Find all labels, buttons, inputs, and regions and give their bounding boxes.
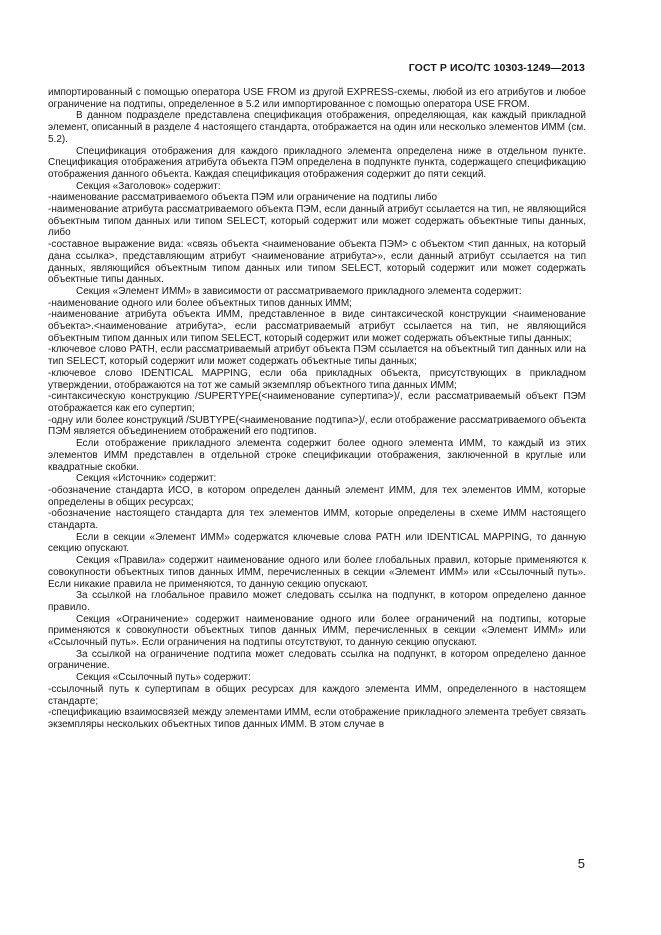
paragraph: Если в секции «Элемент ИММ» содержатся ключевые слова PATH или IDENTICAL MAPPING, то данную секцию опускают. xyxy=(48,531,586,555)
list-item xyxy=(48,309,586,344)
list-item-text: ключевое слово PATH, если рассматриваемый атрибут объекта ПЭМ ссылается на объектный тип данных или на тип SELECT, который содержит или может содержать объектные типы данных; xyxy=(48,344,586,368)
paragraph: Если отображение прикладного элемента содержит более одного элемента ИММ, то каждый из этих элементов ИММ представлен в отдельной строке спецификации отображения, заключенной в круглые или квадратные скобки. xyxy=(48,438,586,473)
list-item-text: наименование атрибута рассматриваемого объекта ПЭМ, если данный атрибут ссылается на тип, не являющийся объектным типом данных или типом SELECT, который содержит или может содержать объектные типы данных, либо xyxy=(48,204,586,239)
list-item-text: обозначение стандарта ИСО, в котором определен данный элемент ИММ, для тех элементов ИММ, которые определены в общих ресурсах; xyxy=(48,484,586,508)
list-item xyxy=(48,192,586,204)
list-item-text: одну или более конструкций /SUBTYPE(<наименование подтипа>)/, если отображение рассматриваемого объекта ПЭМ является объединением отображений его подтипов. xyxy=(48,414,586,438)
list-item xyxy=(48,204,586,239)
list-item xyxy=(48,391,586,414)
list-bullet: - xyxy=(48,683,52,695)
list-item xyxy=(48,344,586,367)
list-item xyxy=(48,707,586,730)
paragraph: За ссылкой на ограничение подтипа может следовать ссылка на подпункт, в котором определено данное ограничение. xyxy=(48,648,586,672)
list-bullet: - xyxy=(48,484,52,496)
list-bullet: - xyxy=(48,297,52,309)
paragraph: За ссылкой на глобальное правило может следовать ссылка на подпункт, в котором определено данное правило. xyxy=(48,590,586,613)
list-item-text: ключевое слово IDENTICAL MAPPING, если оба прикладных объекта, присутствующих в прикладном утверждении, отображаются на тот же самый экземпляр объектного типа данных ИММ; xyxy=(48,367,586,391)
paragraph: Секция «Ограничение» содержит наименование одного или более ограничений на подтипы, которые применяются к совокупности объектных типов данных ИММ, перечисленных в секции «Элемент ИММ» или «Ссылочный путь». Если ограничения на подтипы отсутствуют, то данную секцию опускают. xyxy=(48,613,586,649)
paragraph: Спецификация отображения для каждого прикладного элемента определена ниже в отдельном пункте. Спецификация отображения атрибута объекта ПЭМ определена в подпункте пункта, содержащего спецификацию отображения данного объекта. Каждая спецификация отображения содержит до пяти секций. xyxy=(48,145,586,180)
list-item-text: наименование атрибута объекта ИММ, представленное в виде синтаксической конструкции <наименование объекта>.<наименование атрибута>, если рассматриваемый атрибут ссылается на тип, не являющийся объектным типом данных или типом SELECT, который содержит или может содержать объектные типы данных; xyxy=(48,309,586,344)
list-bullet: - xyxy=(48,367,52,379)
paragraph: Секция «Источник» содержит: xyxy=(76,473,217,485)
paragraph: В данном подразделе представлена спецификация отображения, определяющая, как каждый прикладной элемент, описанный в разделе 4 настоящего стандарта, отображается на один или несколько элементов ИММ (см. 5.2). xyxy=(48,110,586,145)
list-item xyxy=(48,298,586,310)
list-item xyxy=(48,485,586,508)
list-bullet: - xyxy=(48,309,52,321)
list-item xyxy=(48,508,586,531)
paragraph: Секция «Правила» содержит наименование одного или более глобальных правил, которые применяются к совокупности объектных типов данных ИММ, перечисленных в секции «Элемент ИММ» или «Ссылочный путь». Если никакие правила не применяются, то данную секцию опускают. xyxy=(48,555,586,590)
list-item-text: синтаксическую конструкцию /SUPERTYPE(<наименование супертипа>)/, если рассматриваемый объект ПЭМ отображается как его супертип; xyxy=(48,391,586,414)
list-item xyxy=(48,684,586,707)
list-item xyxy=(48,239,586,286)
list-bullet: - xyxy=(48,414,52,426)
list-item xyxy=(48,415,586,438)
list-item-text: спецификацию взаимосвязей между элементами ИММ, если отображение прикладного элемента требует связать экземпляры нескольких объектных типов данных ИММ. В этом случае в xyxy=(48,707,586,730)
list-item-text: составное выражение вида: «связь объекта <наименование объекта ПЭМ> с объектом <тип данных, на который дана ссылка>, представляющим атрибут <наименование атрибута>», если данный атрибут ссылается на тип данных, являющийся объектным типом данных или типом SELECT, который содержит или может содержать объектные типы данных. xyxy=(48,239,586,286)
list-bullet: - xyxy=(48,192,52,204)
list-bullet: - xyxy=(48,239,52,251)
paragraph: Секция «Ссылочный путь» содержит: xyxy=(76,672,251,684)
list-item-text: ссылочный путь к супертипам в общих ресурсах для каждого элемента ИММ, определенного в настоящем стандарте; xyxy=(48,683,586,707)
paragraph: Секция «Заголовок» содержит: xyxy=(76,180,221,192)
list-item-text: наименование рассматриваемого объекта ПЭМ или ограничение на подтипы либо xyxy=(51,192,438,204)
document-code-header: ГОСТ Р ИСО/ТС 10303-1249—2013 xyxy=(408,62,585,74)
paragraph: импортированный с помощью оператора USE FROM из другой EXPRESS-схемы, любой из его атрибутов и любое ограничение на подтипы, определенное в 5.2 или импортированное с помощью оператора USE FROM. xyxy=(48,87,586,110)
paragraph: Секция «Элемент ИММ» в зависимости от рассматриваемого прикладного элемента содержит: xyxy=(76,285,522,297)
list-item-text: обозначение настоящего стандарта для тех элементов ИММ, которые определены в схеме ИММ настоящего стандарта. xyxy=(48,508,586,532)
list-bullet: - xyxy=(48,508,52,520)
list-bullet: - xyxy=(48,391,52,403)
document-body xyxy=(48,87,586,731)
page-number: 5 xyxy=(577,856,585,871)
list-item-text: наименование одного или более объектных типов данных ИММ; xyxy=(51,297,352,309)
list-bullet: - xyxy=(48,707,52,719)
list-item xyxy=(48,368,586,391)
list-bullet: - xyxy=(48,204,52,216)
list-bullet: - xyxy=(48,344,52,356)
